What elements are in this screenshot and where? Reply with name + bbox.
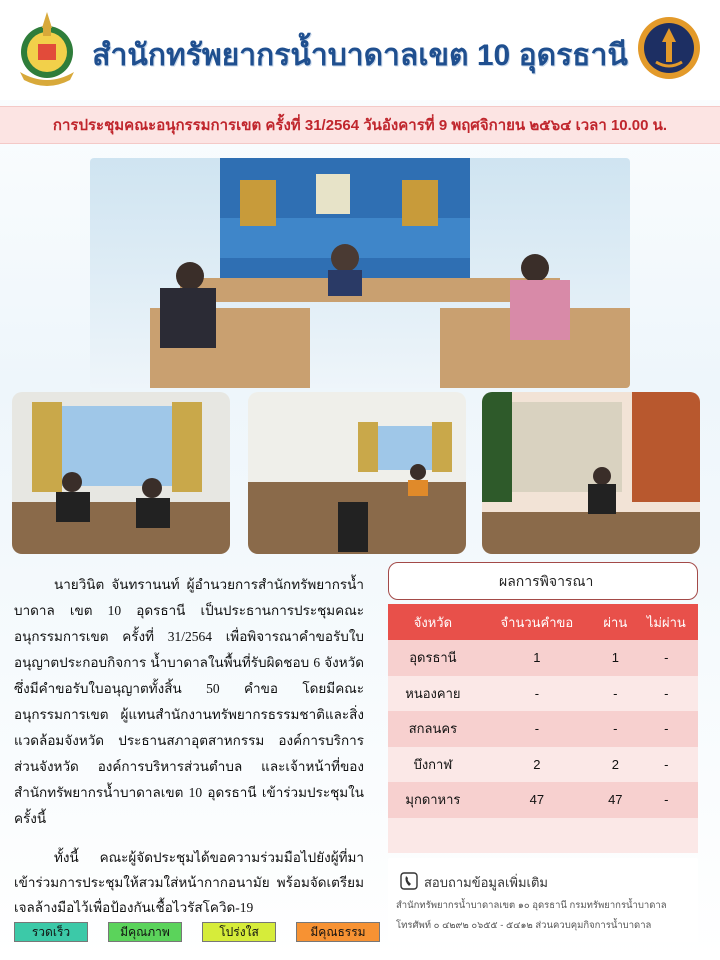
phone-icon — [400, 872, 418, 890]
table-cell: 1 — [596, 640, 635, 676]
meeting-note: ทั้งนี้ คณะผู้จัดประชุมได้ขอความร่วมมือไปยังผู้ที่มาเข้าร่วมการประชุมให้สวมใส่หน้ากากอนามัย พร้อมจัดเตรียมเจลล้างมือไว้เพื่อป้องกันเชื้อไวรัสโควิด-19 — [14, 850, 364, 915]
table-cell: - — [478, 676, 596, 712]
table-cell: 2 — [478, 747, 596, 783]
column-header: ผ่าน — [596, 604, 635, 640]
column-header: จังหวัด — [388, 604, 478, 640]
table-cell — [635, 818, 698, 854]
table-cell — [478, 818, 596, 854]
table-header-row — [388, 604, 698, 640]
table-cell: อุดรธานี — [388, 640, 478, 676]
value-tag-speed: รวดเร็ว — [14, 922, 88, 942]
page-title: สำนักทรัพยากรน้ำบาดาลเขต 10 อุดรธานี — [92, 39, 628, 72]
column-header: ไม่ผ่าน — [635, 604, 698, 640]
table-cell: - — [635, 782, 698, 818]
table-cell: มุกดาหาร — [388, 782, 478, 818]
table-cell: - — [635, 640, 698, 676]
table-cell: 47 — [596, 782, 635, 818]
meeting-description: นายวินิต จันทรานนท์ ผู้อำนวยการสำนักทรัพยากรน้ำบาดาล เขต 10 อุดรธานี เป็นประธานการประชุมคณะอนุกรรมการเขต ครั้งที่ 31/2564 เพื่อพิจารณาคำขอรับใบอนุญาตประกอบกิจการ น้ำบาดาลในพื้นที่รับผิดชอบ 6 จังหวัด ซึ่งมีคำขอรับใบอนุญาตทั้งสิ้น 50 คำขอ โดยมีคณะอนุกรรมการเขต ผู้แทนสำนักงานทรัพยากรธรรมชาติและสิ่งแวดล้อมจังหวัด ประธานสภาอุตสาหกรรม องค์การบริการส่วนจังหวัด องค์การบริหารส่วนตำบล และเจ้าหน้าที่ของสำนักทรัพยากรน้ำบาดาลเขต 10 อุดรธานี เข้าร่วมประชุมในครั้งนี้ — [14, 577, 364, 826]
value-tag-quality: มีคุณภาพ — [108, 922, 182, 942]
results-title: ผลการพิจารณา — [388, 562, 698, 600]
crest-logo — [14, 8, 80, 88]
contact-title: สอบถามข้อมูลเพิ่มเติม — [424, 875, 549, 890]
table-cell — [596, 818, 635, 854]
table-cell: - — [635, 711, 698, 747]
page-header — [0, 0, 720, 100]
table-cell: 2 — [596, 747, 635, 783]
column-header: จำนวนคำขอ — [478, 604, 596, 640]
table-cell: - — [596, 676, 635, 712]
table-cell: - — [635, 676, 698, 712]
department-seal-logo — [636, 12, 702, 84]
table-cell: หนองคาย — [388, 676, 478, 712]
table-cell: - — [635, 747, 698, 783]
value-tag-integrity: มีคุณธรรม — [296, 922, 380, 942]
table-cell: บึงกาฬ — [388, 747, 478, 783]
value-tag-transparency: โปร่งใส — [202, 922, 276, 942]
meeting-photo-center — [248, 392, 466, 554]
table-cell — [388, 818, 478, 854]
results-table — [388, 604, 698, 853]
contact-info — [388, 858, 698, 942]
table-row — [388, 782, 698, 818]
table-cell: 1 — [478, 640, 596, 676]
table-row — [388, 676, 698, 712]
meeting-photo-main — [90, 158, 630, 388]
meeting-photo-right — [482, 392, 700, 554]
table-cell: - — [478, 711, 596, 747]
table-row — [388, 711, 698, 747]
table-cell: - — [596, 711, 635, 747]
table-cell: สกลนคร — [388, 711, 478, 747]
table-row — [388, 747, 698, 783]
table-cell: 47 — [478, 782, 596, 818]
meeting-photo-left — [12, 392, 230, 554]
meeting-subtitle: การประชุมคณะอนุกรรมการเขต ครั้งที่ 31/2564 วันอังคารที่ 9 พฤศจิกายน ๒๕๖๔ เวลา 10.00 น. — [0, 106, 720, 144]
table-row — [388, 640, 698, 676]
table-row — [388, 818, 698, 854]
contact-phone: โทรศัพท์ ๐ ๔๒๙๒ ๐๖๕๕ - ๕๔๑๒ ส่วนควบคุมกิจการน้ำบาดาล — [396, 920, 652, 931]
contact-address: สำนักทรัพยากรน้ำบาดาลเขต ๑๐ อุดรธานี กรมทรัพยากรน้ำบาดาล — [396, 900, 667, 911]
